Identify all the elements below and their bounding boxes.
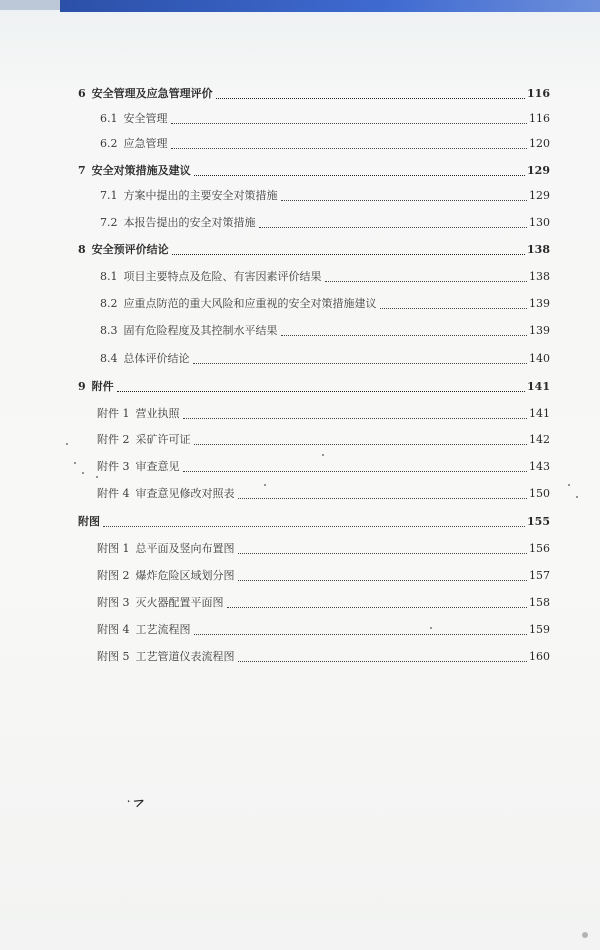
entry-number: 9 bbox=[78, 380, 86, 393]
stray-ink-mark: ˙> bbox=[124, 792, 149, 816]
scan-speck bbox=[568, 484, 570, 486]
dot-leader bbox=[117, 390, 525, 392]
dot-leader bbox=[171, 147, 528, 149]
entry-number: 附件 1 bbox=[97, 407, 130, 420]
entry-title: 安全对策措施及建议 bbox=[91, 164, 191, 177]
entry-number: 附图 5 bbox=[97, 650, 130, 663]
toc-entry[interactable] bbox=[100, 137, 550, 151]
entry-number: 附图 2 bbox=[97, 569, 130, 582]
entry-page: 143 bbox=[529, 460, 550, 473]
dot-leader bbox=[183, 417, 528, 419]
entry-title: 总平面及竖向布置图 bbox=[135, 542, 235, 555]
entry-number: 8.3 bbox=[100, 324, 118, 337]
toc-entry[interactable] bbox=[97, 623, 550, 637]
entry-title: 爆炸危险区域划分图 bbox=[135, 569, 235, 582]
toc-entry[interactable] bbox=[100, 112, 550, 126]
entry-title: 审查意见 bbox=[135, 460, 180, 473]
entry-page: 150 bbox=[529, 487, 550, 500]
dot-leader bbox=[183, 470, 528, 472]
dot-leader bbox=[281, 199, 528, 201]
entry-number: 7.2 bbox=[100, 216, 118, 229]
entry-number: 附图 3 bbox=[97, 596, 130, 609]
entry-title: 工艺管道仪表流程图 bbox=[135, 650, 235, 663]
entry-page: 156 bbox=[529, 542, 550, 555]
entry-page: 141 bbox=[527, 380, 550, 393]
dot-leader bbox=[194, 443, 528, 445]
dot-leader bbox=[194, 633, 528, 635]
toc-entry[interactable] bbox=[100, 216, 550, 230]
dot-leader bbox=[172, 253, 525, 255]
entry-number: 附图 1 bbox=[97, 542, 130, 555]
dot-leader bbox=[380, 307, 528, 309]
toc-entry[interactable] bbox=[78, 243, 550, 257]
entry-page: 129 bbox=[529, 189, 550, 202]
entry-page: 138 bbox=[529, 270, 550, 283]
entry-title: 灭火器配置平面图 bbox=[135, 596, 224, 609]
dot-leader bbox=[238, 579, 528, 581]
toc-entry[interactable] bbox=[100, 352, 550, 366]
entry-title: 安全管理 bbox=[123, 112, 168, 125]
entry-title: 总体评价结论 bbox=[123, 352, 190, 365]
toc-entry[interactable] bbox=[97, 650, 550, 664]
scan-speck bbox=[82, 472, 84, 474]
entry-number: 附图 4 bbox=[97, 623, 130, 636]
dot-leader bbox=[227, 606, 528, 608]
toc-entry[interactable] bbox=[78, 87, 550, 101]
toc-entry[interactable] bbox=[78, 164, 550, 178]
dot-leader bbox=[325, 280, 528, 282]
entry-page: 116 bbox=[529, 112, 550, 125]
dot-leader bbox=[216, 97, 525, 99]
entry-title: 安全预评价结论 bbox=[91, 243, 169, 256]
dot-leader bbox=[238, 660, 528, 662]
entry-page: 142 bbox=[529, 433, 550, 446]
entry-title: 营业执照 bbox=[135, 407, 180, 420]
entry-title: 本报告提出的安全对策措施 bbox=[123, 216, 256, 229]
entry-page: 155 bbox=[527, 515, 550, 528]
dot-leader bbox=[193, 362, 528, 364]
entry-number: 6.1 bbox=[100, 112, 118, 125]
scan-speck bbox=[74, 462, 76, 464]
dot-leader bbox=[238, 552, 528, 554]
toc-entry[interactable] bbox=[97, 433, 550, 447]
toc-entry[interactable] bbox=[100, 189, 550, 203]
toc-entry[interactable] bbox=[97, 460, 550, 474]
dot-leader bbox=[103, 525, 525, 527]
entry-number: 附件 3 bbox=[97, 460, 130, 473]
scan-speck bbox=[576, 496, 578, 498]
entry-title: 安全管理及应急管理评价 bbox=[91, 87, 213, 100]
entry-number: 8 bbox=[78, 243, 86, 256]
dot-leader bbox=[171, 122, 528, 124]
entry-number: 附件 4 bbox=[97, 487, 130, 500]
entry-title: 附图 bbox=[78, 515, 100, 528]
toc-entry[interactable] bbox=[97, 407, 550, 421]
entry-number: 附件 2 bbox=[97, 433, 130, 446]
scan-speck bbox=[66, 443, 68, 445]
entry-page: 158 bbox=[529, 596, 550, 609]
dot-leader bbox=[238, 497, 528, 499]
dot-leader bbox=[259, 226, 528, 228]
entry-number: 8.2 bbox=[100, 297, 118, 310]
entry-page: 160 bbox=[529, 650, 550, 663]
toc-entry[interactable] bbox=[97, 487, 550, 501]
toc-entry[interactable] bbox=[100, 270, 550, 284]
toc-entry[interactable] bbox=[100, 324, 550, 338]
entry-page: 130 bbox=[529, 216, 550, 229]
toc-entry[interactable] bbox=[97, 542, 550, 556]
dot-leader bbox=[194, 174, 525, 176]
entry-page: 116 bbox=[527, 87, 550, 100]
toc-entry[interactable] bbox=[97, 596, 550, 610]
scan-speck bbox=[96, 476, 98, 478]
entry-title: 应重点防范的重大风险和应重视的安全对策措施建议 bbox=[123, 297, 377, 310]
entry-title: 固有危险程度及其控制水平结果 bbox=[123, 324, 278, 337]
toc-entry[interactable] bbox=[78, 515, 550, 529]
entry-page: 157 bbox=[529, 569, 550, 582]
entry-title: 审查意见修改对照表 bbox=[135, 487, 235, 500]
entry-title: 方案中提出的主要安全对策措施 bbox=[123, 189, 278, 202]
entry-number: 6.2 bbox=[100, 137, 118, 150]
entry-page: 159 bbox=[529, 623, 550, 636]
scan-speck bbox=[322, 454, 324, 456]
entry-number: 7.1 bbox=[100, 189, 118, 202]
entry-number: 7 bbox=[78, 164, 86, 177]
entry-page: 140 bbox=[529, 352, 550, 365]
entry-page: 141 bbox=[529, 407, 550, 420]
entry-page: 139 bbox=[529, 324, 550, 337]
entry-page: 138 bbox=[527, 243, 550, 256]
entry-page: 129 bbox=[527, 164, 550, 177]
scan-speck bbox=[264, 484, 266, 486]
entry-title: 采矿许可证 bbox=[135, 433, 191, 446]
entry-title: 应急管理 bbox=[123, 137, 168, 150]
toc-entry[interactable] bbox=[78, 380, 550, 394]
entry-title: 项目主要特点及危险、有害因素评价结果 bbox=[123, 270, 322, 283]
entry-page: 139 bbox=[529, 297, 550, 310]
corner-speck bbox=[582, 932, 588, 938]
scan-speck bbox=[430, 627, 432, 629]
entry-number: 6 bbox=[78, 87, 86, 100]
entry-number: 8.4 bbox=[100, 352, 118, 365]
entry-page: 120 bbox=[529, 137, 550, 150]
toc-entry[interactable] bbox=[100, 297, 550, 311]
entry-title: 工艺流程图 bbox=[135, 623, 191, 636]
entry-title: 附件 bbox=[91, 380, 114, 393]
entry-number: 8.1 bbox=[100, 270, 118, 283]
dot-leader bbox=[281, 334, 528, 336]
toc-entry[interactable] bbox=[97, 569, 550, 583]
